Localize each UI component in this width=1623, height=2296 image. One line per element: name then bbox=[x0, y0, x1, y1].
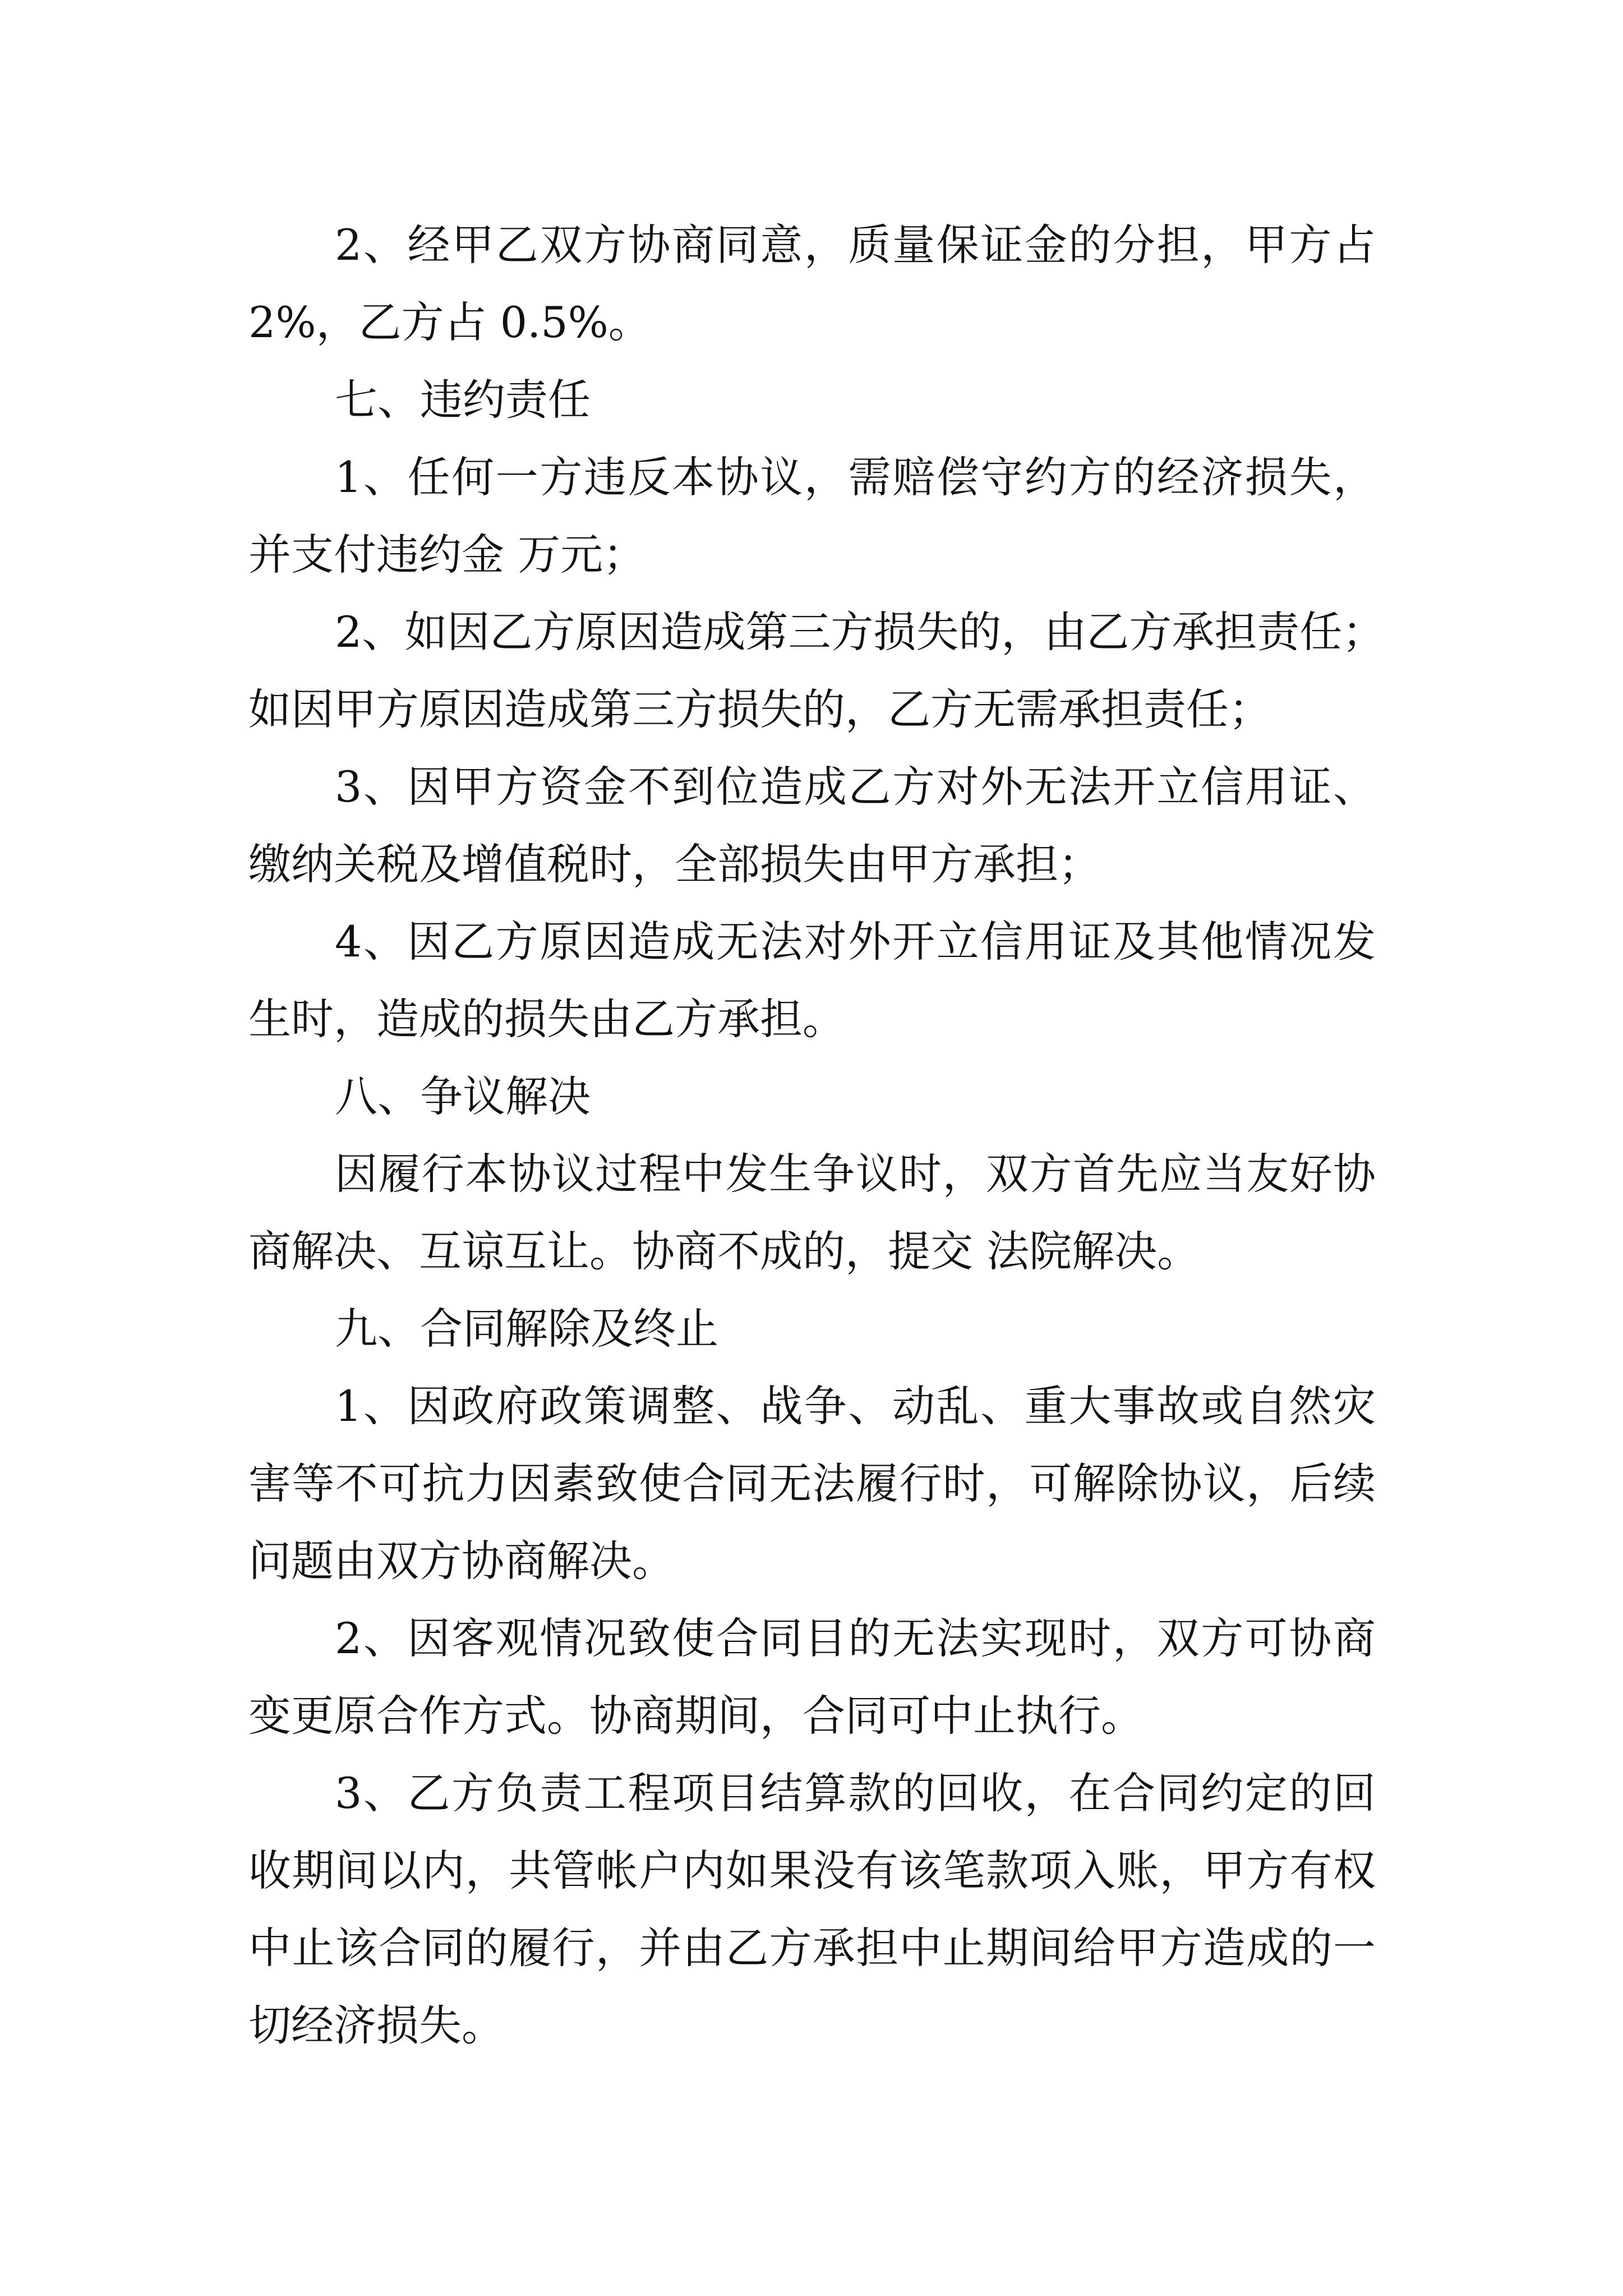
document-body bbox=[248, 206, 1385, 2064]
text-line: 4、因乙方原因造成无法对外开立信用证及其他情况发 bbox=[335, 917, 1376, 967]
text-line: 2%，乙方占 0.5%。 bbox=[248, 297, 651, 347]
text-line: 生时，造成的损失由乙方承担。 bbox=[248, 994, 845, 1044]
text-line: 变更原合作方式。协商期间，合同可中止执行。 bbox=[248, 1691, 1144, 1741]
text-line: 并支付违约金 万元； bbox=[248, 530, 646, 579]
section-heading: 九、合同解除及终止 bbox=[335, 1304, 718, 1354]
text-line: 1、因政府政策调整、战争、动乱、重大事故或自然灾 bbox=[335, 1381, 1376, 1431]
text-line: 2、因客观情况致使合同目的无法实现时，双方可协商 bbox=[335, 1613, 1376, 1663]
text-line: 1、任何一方违反本协议，需赔偿守约方的经济损失， bbox=[335, 452, 1376, 502]
text-line: 问题由双方协商解决。 bbox=[248, 1536, 675, 1586]
text-line: 商解决、互谅互让。协商不成的，提交 法院解决。 bbox=[248, 1226, 1200, 1276]
text-line: 害等不可抗力因素致使合同无法履行时，可解除协议，后续 bbox=[248, 1458, 1376, 1508]
text-line: 中止该合同的履行，并由乙方承担中止期间给甲方造成的一 bbox=[248, 1923, 1376, 1973]
text-line: 切经济损失。 bbox=[248, 2000, 504, 2050]
text-line: 因履行本协议过程中发生争议时，双方首先应当友好协 bbox=[335, 1149, 1376, 1199]
text-line: 3、乙方负责工程项目结算款的回收，在合同约定的回 bbox=[335, 1768, 1376, 1818]
text-line: 2、经甲乙双方协商同意，质量保证金的分担，甲方占 bbox=[335, 220, 1376, 270]
text-line: 收期间以内，共管帐户内如果没有该笔款项入账，甲方有权 bbox=[248, 1846, 1376, 1895]
text-line: 3、因甲方资金不到位造成乙方对外无法开立信用证、 bbox=[335, 762, 1376, 812]
text-line: 缴纳关税及增值税时，全部损失由甲方承担； bbox=[248, 839, 1101, 889]
text-line: 如因甲方原因造成第三方损失的，乙方无需承担责任； bbox=[248, 684, 1271, 734]
section-heading: 七、违约责任 bbox=[335, 375, 591, 425]
text-line: 2、如因乙方原因造成第三方损失的，由乙方承担责任； bbox=[335, 607, 1385, 657]
section-heading: 八、争议解决 bbox=[335, 1071, 591, 1121]
